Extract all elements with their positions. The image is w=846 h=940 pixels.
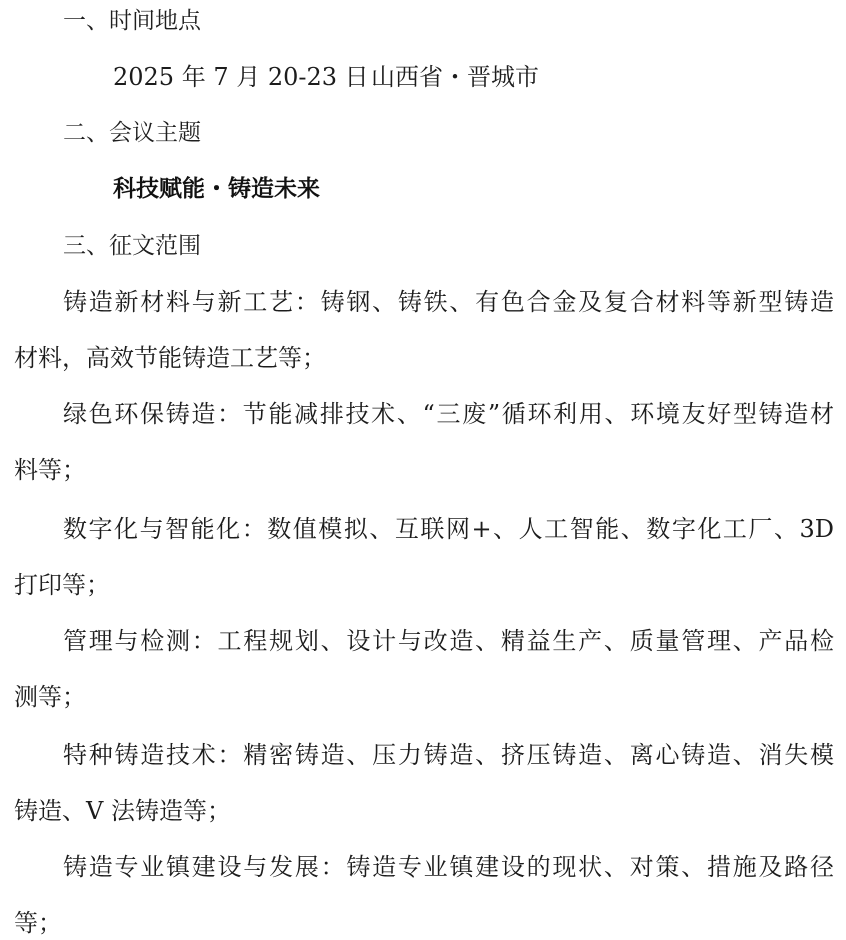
- topic-line: 铸造新材料与新工艺：铸钢、铸铁、有色合金及复合材料等新型铸造: [63, 288, 834, 316]
- topic-line: 管理与检测：工程规划、设计与改造、精益生产、质量管理、产品检: [63, 627, 834, 655]
- topic-line: 铸造专业镇建设与发展：铸造专业镇建设的现状、对策、措施及路径: [63, 853, 834, 881]
- topic-line: 材料，高效节能铸造工艺等；: [14, 344, 326, 372]
- topic-line: 料等；: [14, 456, 86, 484]
- topic-line: 绿色环保铸造：节能减排技术、“三废”循环利用、环境友好型铸造材: [63, 400, 834, 428]
- topic-line: 打印等；: [14, 571, 110, 599]
- section-heading-time-location: 一、时间地点: [63, 8, 201, 34]
- event-date: 2025 年 7 月 20-23 日: [113, 63, 369, 91]
- topic-line: 测等；: [14, 683, 86, 711]
- topic-line: 特种铸造技术：精密铸造、压力铸造、挤压铸造、离心铸造、消失模: [63, 741, 834, 769]
- conference-theme: 科技赋能・铸造未来: [113, 176, 320, 202]
- section-heading-theme: 二、会议主题: [63, 120, 201, 146]
- section-heading-scope: 三、征文范围: [63, 233, 201, 259]
- topic-line: 等；: [14, 909, 62, 937]
- topic-line: 铸造、V 法铸造等；: [14, 797, 231, 825]
- topic-line: 数字化与智能化：数值模拟、互联网+、人工智能、数字化工厂、3D: [63, 515, 834, 543]
- event-location: 山西省・晋城市: [371, 63, 539, 91]
